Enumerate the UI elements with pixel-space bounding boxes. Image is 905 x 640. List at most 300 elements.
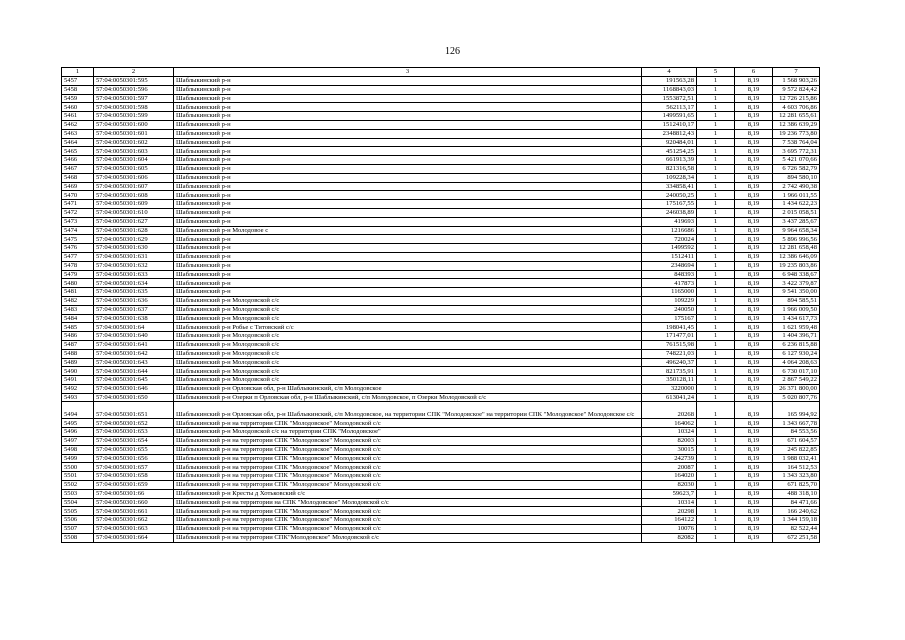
coefficient-cell: 1 bbox=[697, 489, 735, 498]
specific-value-cell: 8,19 bbox=[735, 340, 773, 349]
table-row bbox=[62, 77, 820, 86]
cadastral-number-cell: 57:04:0050301:654 bbox=[94, 437, 174, 446]
coefficient-cell: 1 bbox=[697, 314, 735, 323]
page-number: 126 bbox=[445, 46, 460, 57]
area-value-cell: 334858,41 bbox=[642, 182, 697, 191]
area-value-cell: 109229 bbox=[642, 296, 697, 305]
cadastral-number-cell: 57:04:0050301:595 bbox=[94, 77, 174, 86]
specific-value-cell: 8,19 bbox=[735, 156, 773, 165]
cadastral-number-cell: 57:04:0050301:607 bbox=[94, 182, 174, 191]
cadastral-value-cell: 894 585,51 bbox=[773, 296, 820, 305]
table-row bbox=[62, 164, 820, 173]
row-number-cell: 5502 bbox=[62, 481, 94, 490]
table-row bbox=[62, 279, 820, 288]
cadastral-value-cell: 671 604,57 bbox=[773, 437, 820, 446]
row-number-cell: 5480 bbox=[62, 279, 94, 288]
row-number-cell: 5462 bbox=[62, 120, 94, 129]
coefficient-cell: 1 bbox=[697, 138, 735, 147]
address-cell: Шаблыкинский р-н bbox=[174, 252, 642, 261]
area-value-cell: 821316,58 bbox=[642, 164, 697, 173]
row-number-cell: 5465 bbox=[62, 147, 94, 156]
table-row bbox=[62, 533, 820, 542]
row-number-cell: 5477 bbox=[62, 252, 94, 261]
row-number-cell: 5476 bbox=[62, 244, 94, 253]
specific-value-cell: 8,19 bbox=[735, 120, 773, 129]
column-header: 3 bbox=[174, 68, 642, 77]
cadastral-number-cell: 57:04:0050301:64 bbox=[94, 323, 174, 332]
specific-value-cell: 8,19 bbox=[735, 489, 773, 498]
table-row bbox=[62, 129, 820, 138]
cadastral-number-cell: 57:04:0050301:633 bbox=[94, 270, 174, 279]
specific-value-cell: 8,19 bbox=[735, 481, 773, 490]
specific-value-cell: 8,19 bbox=[735, 323, 773, 332]
address-cell: Шаблыкинский р-н bbox=[174, 261, 642, 270]
address-cell: Шаблыкинский р-н на территории СПК "Молодовское" Молодовской с/с bbox=[174, 507, 642, 516]
area-value-cell: 82030 bbox=[642, 481, 697, 490]
area-value-cell: 82003 bbox=[642, 437, 697, 446]
address-cell: Шаблыкинский р-н Молодовской с/с bbox=[174, 332, 642, 341]
area-value-cell: 1512410,17 bbox=[642, 120, 697, 129]
area-value-cell: 10324 bbox=[642, 428, 697, 437]
row-number-cell: 5474 bbox=[62, 226, 94, 235]
cadastral-number-cell: 57:04:0050301:636 bbox=[94, 296, 174, 305]
address-cell: Шаблыкинский р-н bbox=[174, 279, 642, 288]
coefficient-cell: 1 bbox=[697, 437, 735, 446]
cadastral-number-cell: 57:04:0050301:609 bbox=[94, 200, 174, 209]
cadastral-value-cell: 2 742 490,38 bbox=[773, 182, 820, 191]
area-value-cell: 3220000 bbox=[642, 384, 697, 393]
row-number-cell: 5489 bbox=[62, 358, 94, 367]
cadastral-value-cell: 1 988 032,41 bbox=[773, 454, 820, 463]
table-row bbox=[62, 489, 820, 498]
address-cell: Шаблыкинский р-н на территории на СПК "Молодовское" Молодовской с/с bbox=[174, 498, 642, 507]
specific-value-cell: 8,19 bbox=[735, 288, 773, 297]
address-cell: Шаблыкинский р-н bbox=[174, 156, 642, 165]
cadastral-value-cell: 9 964 658,34 bbox=[773, 226, 820, 235]
row-number-cell: 5491 bbox=[62, 376, 94, 385]
table-row bbox=[62, 305, 820, 314]
specific-value-cell: 8,19 bbox=[735, 182, 773, 191]
coefficient-cell: 1 bbox=[697, 393, 735, 402]
table-row bbox=[62, 472, 820, 481]
area-value-cell: 1168843,03 bbox=[642, 85, 697, 94]
address-cell: Шаблыкинский р-н Робье с Титовский с/с bbox=[174, 323, 642, 332]
specific-value-cell: 8,19 bbox=[735, 208, 773, 217]
specific-value-cell: 8,19 bbox=[735, 103, 773, 112]
row-number-cell: 5500 bbox=[62, 463, 94, 472]
specific-value-cell: 8,19 bbox=[735, 349, 773, 358]
table-row bbox=[62, 208, 820, 217]
address-cell: Шаблыкинский р-н bbox=[174, 270, 642, 279]
address-cell: Шаблыкинский р-н на территории СПК "Молодовское" Молодовской с/с bbox=[174, 463, 642, 472]
cadastral-value-cell: 1 434 617,73 bbox=[773, 314, 820, 323]
coefficient-cell: 1 bbox=[697, 156, 735, 165]
row-number-cell: 5496 bbox=[62, 428, 94, 437]
cadastral-number-cell: 57:04:0050301:599 bbox=[94, 112, 174, 121]
coefficient-cell: 1 bbox=[697, 279, 735, 288]
coefficient-cell: 1 bbox=[697, 94, 735, 103]
specific-value-cell: 8,19 bbox=[735, 235, 773, 244]
area-value-cell: 613041,24 bbox=[642, 393, 697, 402]
specific-value-cell: 8,19 bbox=[735, 376, 773, 385]
specific-value-cell: 8,19 bbox=[735, 261, 773, 270]
cadastral-value-cell: 165 994,92 bbox=[773, 402, 820, 419]
coefficient-cell: 1 bbox=[697, 463, 735, 472]
row-number-cell: 5481 bbox=[62, 288, 94, 297]
table-row bbox=[62, 314, 820, 323]
area-value-cell: 1499591,65 bbox=[642, 112, 697, 121]
specific-value-cell: 8,19 bbox=[735, 138, 773, 147]
cadastral-value-cell: 1 434 622,23 bbox=[773, 200, 820, 209]
specific-value-cell: 8,19 bbox=[735, 191, 773, 200]
area-value-cell: 198041,45 bbox=[642, 323, 697, 332]
coefficient-cell: 1 bbox=[697, 384, 735, 393]
area-value-cell: 175167 bbox=[642, 314, 697, 323]
table-row bbox=[62, 358, 820, 367]
specific-value-cell: 8,19 bbox=[735, 200, 773, 209]
table-row bbox=[62, 376, 820, 385]
coefficient-cell: 1 bbox=[697, 200, 735, 209]
specific-value-cell: 8,19 bbox=[735, 507, 773, 516]
area-value-cell: 451254,25 bbox=[642, 147, 697, 156]
address-cell: Шаблыкинский р-н Кресты д Хотьковский с/с bbox=[174, 489, 642, 498]
cadastral-number-cell: 57:04:0050301:628 bbox=[94, 226, 174, 235]
cadastral-value-cell: 12 281 655,61 bbox=[773, 112, 820, 121]
table-row bbox=[62, 349, 820, 358]
coefficient-cell: 1 bbox=[697, 288, 735, 297]
coefficient-cell: 1 bbox=[697, 481, 735, 490]
cadastral-value-cell: 1 404 396,71 bbox=[773, 332, 820, 341]
cadastral-value-cell: 672 251,58 bbox=[773, 533, 820, 542]
address-cell: Шаблыкинский р-н bbox=[174, 217, 642, 226]
column-header: 4 bbox=[642, 68, 697, 77]
cadastral-value-cell: 1 966 011,55 bbox=[773, 191, 820, 200]
coefficient-cell: 1 bbox=[697, 208, 735, 217]
table-row bbox=[62, 217, 820, 226]
address-cell: Шаблыкинский р-н bbox=[174, 235, 642, 244]
cadastral-value-cell: 2 867 549,22 bbox=[773, 376, 820, 385]
cadastral-value-cell: 1 621 959,48 bbox=[773, 323, 820, 332]
cadastral-value-cell: 245 822,85 bbox=[773, 445, 820, 454]
row-number-cell: 5492 bbox=[62, 384, 94, 393]
specific-value-cell: 8,19 bbox=[735, 226, 773, 235]
area-value-cell: 59623,7 bbox=[642, 489, 697, 498]
table-row bbox=[62, 244, 820, 253]
cadastral-value-cell: 6 236 815,88 bbox=[773, 340, 820, 349]
row-number-cell: 5471 bbox=[62, 200, 94, 209]
area-value-cell: 20298 bbox=[642, 507, 697, 516]
table-row bbox=[62, 445, 820, 454]
table-row bbox=[62, 200, 820, 209]
row-number-cell: 5473 bbox=[62, 217, 94, 226]
address-cell: Шаблыкинский р-н bbox=[174, 244, 642, 253]
cadastral-number-cell: 57:04:0050301:627 bbox=[94, 217, 174, 226]
specific-value-cell: 8,19 bbox=[735, 419, 773, 428]
area-value-cell: 82082 bbox=[642, 533, 697, 542]
specific-value-cell: 8,19 bbox=[735, 85, 773, 94]
coefficient-cell: 1 bbox=[697, 402, 735, 419]
coefficient-cell: 1 bbox=[697, 103, 735, 112]
cadastral-value-cell: 5 421 070,66 bbox=[773, 156, 820, 165]
address-cell: Шаблыкинский р-н Молодовской с/с bbox=[174, 376, 642, 385]
address-cell: Шаблыкинский р-н Молодовской с/с bbox=[174, 305, 642, 314]
table-row bbox=[62, 288, 820, 297]
row-number-cell: 5485 bbox=[62, 323, 94, 332]
cadastral-value-cell: 12 726 215,86 bbox=[773, 94, 820, 103]
row-number-cell: 5498 bbox=[62, 445, 94, 454]
row-number-cell: 5497 bbox=[62, 437, 94, 446]
specific-value-cell: 8,19 bbox=[735, 393, 773, 402]
cadastral-number-cell: 57:04:0050301:655 bbox=[94, 445, 174, 454]
cadastral-number-cell: 57:04:0050301:640 bbox=[94, 332, 174, 341]
area-value-cell: 1553872,51 bbox=[642, 94, 697, 103]
cadastral-number-cell: 57:04:0050301:608 bbox=[94, 191, 174, 200]
cadastral-number-cell: 57:04:0050301:658 bbox=[94, 472, 174, 481]
row-number-cell: 5495 bbox=[62, 419, 94, 428]
area-value-cell: 191563,28 bbox=[642, 77, 697, 86]
cadastral-value-cell: 2 015 058,51 bbox=[773, 208, 820, 217]
table-row bbox=[62, 226, 820, 235]
address-cell: Шаблыкинский р-н bbox=[174, 94, 642, 103]
table-row bbox=[62, 235, 820, 244]
coefficient-cell: 1 bbox=[697, 340, 735, 349]
specific-value-cell: 8,19 bbox=[735, 296, 773, 305]
specific-value-cell: 8,19 bbox=[735, 279, 773, 288]
cadastral-number-cell: 57:04:0050301:603 bbox=[94, 147, 174, 156]
coefficient-cell: 1 bbox=[697, 367, 735, 376]
table-row bbox=[62, 454, 820, 463]
cadastral-number-cell: 57:04:0050301:660 bbox=[94, 498, 174, 507]
coefficient-cell: 1 bbox=[697, 252, 735, 261]
row-number-cell: 5464 bbox=[62, 138, 94, 147]
table-row bbox=[62, 94, 820, 103]
area-value-cell: 171477,01 bbox=[642, 332, 697, 341]
coefficient-cell: 1 bbox=[697, 507, 735, 516]
specific-value-cell: 8,19 bbox=[735, 173, 773, 182]
specific-value-cell: 8,19 bbox=[735, 77, 773, 86]
area-value-cell: 30015 bbox=[642, 445, 697, 454]
cadastral-number-cell: 57:04:0050301:634 bbox=[94, 279, 174, 288]
cadastral-value-cell: 7 538 764,04 bbox=[773, 138, 820, 147]
area-value-cell: 720024 bbox=[642, 235, 697, 244]
area-value-cell: 821735,91 bbox=[642, 367, 697, 376]
area-value-cell: 761515,98 bbox=[642, 340, 697, 349]
specific-value-cell: 8,19 bbox=[735, 428, 773, 437]
row-number-cell: 5499 bbox=[62, 454, 94, 463]
cadastral-value-cell: 6 730 017,10 bbox=[773, 367, 820, 376]
row-number-cell: 5475 bbox=[62, 235, 94, 244]
table-row bbox=[62, 340, 820, 349]
coefficient-cell: 1 bbox=[697, 454, 735, 463]
area-value-cell: 242739 bbox=[642, 454, 697, 463]
cadastral-number-cell: 57:04:0050301:600 bbox=[94, 120, 174, 129]
area-value-cell: 2348812,43 bbox=[642, 129, 697, 138]
address-cell: Шаблыкинский р-н Орловская обл, р-н Шаблыкинский, с/п Молодовское bbox=[174, 384, 642, 393]
address-cell: Шаблыкинский р-н на территории СПК "Молодовское" Молодовской с/с bbox=[174, 481, 642, 490]
cadastral-number-cell: 57:04:0050301:659 bbox=[94, 481, 174, 490]
coefficient-cell: 1 bbox=[697, 112, 735, 121]
area-value-cell: 748221,03 bbox=[642, 349, 697, 358]
row-number-cell: 5486 bbox=[62, 332, 94, 341]
specific-value-cell: 8,19 bbox=[735, 358, 773, 367]
area-value-cell: 246038,89 bbox=[642, 208, 697, 217]
area-value-cell: 920484,01 bbox=[642, 138, 697, 147]
table-row bbox=[62, 261, 820, 270]
area-value-cell: 1216686 bbox=[642, 226, 697, 235]
address-cell: Шаблыкинский р-н на территории СПК "Молодовское" Молодовской с/с bbox=[174, 445, 642, 454]
area-value-cell: 175167,55 bbox=[642, 200, 697, 209]
cadastral-number-cell: 57:04:0050301:661 bbox=[94, 507, 174, 516]
table-row bbox=[62, 112, 820, 121]
cadastral-number-cell: 57:04:0050301:632 bbox=[94, 261, 174, 270]
address-cell: Шаблыкинский р-н bbox=[174, 208, 642, 217]
row-number-cell: 5508 bbox=[62, 533, 94, 542]
cadastral-value-cell: 26 371 800,00 bbox=[773, 384, 820, 393]
address-cell: Шаблыкинский р-н на территории СПК"Молодовское" Молодовской с/с bbox=[174, 533, 642, 542]
address-cell: Шаблыкинский р-н bbox=[174, 182, 642, 191]
address-cell: Шаблыкинский р-н bbox=[174, 138, 642, 147]
table-row bbox=[62, 384, 820, 393]
area-value-cell: 2348694 bbox=[642, 261, 697, 270]
cadastral-number-cell: 57:04:0050301:650 bbox=[94, 393, 174, 402]
row-number-cell: 5469 bbox=[62, 182, 94, 191]
cadastral-value-cell: 19 235 803,86 bbox=[773, 261, 820, 270]
cadastral-value-cell: 5 896 996,56 bbox=[773, 235, 820, 244]
cadastral-number-cell: 57:04:0050301:610 bbox=[94, 208, 174, 217]
coefficient-cell: 1 bbox=[697, 296, 735, 305]
coefficient-cell: 1 bbox=[697, 358, 735, 367]
specific-value-cell: 8,19 bbox=[735, 332, 773, 341]
cadastral-value-cell: 12 386 646,09 bbox=[773, 252, 820, 261]
cadastral-number-cell: 57:04:0050301:606 bbox=[94, 173, 174, 182]
specific-value-cell: 8,19 bbox=[735, 164, 773, 173]
address-cell: Шаблыкинский р-н bbox=[174, 120, 642, 129]
row-number-cell: 5479 bbox=[62, 270, 94, 279]
cadastral-value-cell: 894 580,10 bbox=[773, 173, 820, 182]
cadastral-number-cell: 57:04:0050301:643 bbox=[94, 358, 174, 367]
row-number-cell: 5463 bbox=[62, 129, 94, 138]
table-row bbox=[62, 156, 820, 165]
coefficient-cell: 1 bbox=[697, 525, 735, 534]
row-number-cell: 5468 bbox=[62, 173, 94, 182]
address-cell: Шаблыкинский р-н bbox=[174, 85, 642, 94]
cadastral-value-cell: 166 240,62 bbox=[773, 507, 820, 516]
cadastral-number-cell: 57:04:0050301:662 bbox=[94, 516, 174, 525]
area-value-cell: 20087 bbox=[642, 463, 697, 472]
specific-value-cell: 8,19 bbox=[735, 516, 773, 525]
cadastral-number-cell: 57:04:0050301:652 bbox=[94, 419, 174, 428]
address-cell: Шаблыкинский р-н на территории СПК "Молодовское" Молодовской с/с bbox=[174, 472, 642, 481]
column-header: 6 bbox=[735, 68, 773, 77]
table-row bbox=[62, 252, 820, 261]
coefficient-cell: 1 bbox=[697, 191, 735, 200]
cadastral-number-cell: 57:04:0050301:653 bbox=[94, 428, 174, 437]
cadastral-number-cell: 57:04:0050301:657 bbox=[94, 463, 174, 472]
specific-value-cell: 8,19 bbox=[735, 533, 773, 542]
cadastral-number-cell: 57:04:0050301:638 bbox=[94, 314, 174, 323]
column-header: 5 bbox=[697, 68, 735, 77]
row-number-cell: 5490 bbox=[62, 367, 94, 376]
address-cell: Шаблыкинский р-н на территории СПК "Молодовское" Молодовской с/с bbox=[174, 437, 642, 446]
row-number-cell: 5501 bbox=[62, 472, 94, 481]
table-row bbox=[62, 173, 820, 182]
column-header: 2 bbox=[94, 68, 174, 77]
table-row bbox=[62, 402, 820, 419]
cadastral-number-cell: 57:04:0050301:598 bbox=[94, 103, 174, 112]
coefficient-cell: 1 bbox=[697, 147, 735, 156]
cadastral-value-cell: 1 343 667,78 bbox=[773, 419, 820, 428]
cadastral-number-cell: 57:04:0050301:641 bbox=[94, 340, 174, 349]
specific-value-cell: 8,19 bbox=[735, 402, 773, 419]
coefficient-cell: 1 bbox=[697, 332, 735, 341]
specific-value-cell: 8,19 bbox=[735, 217, 773, 226]
area-value-cell: 496240,37 bbox=[642, 358, 697, 367]
row-number-cell: 5459 bbox=[62, 94, 94, 103]
address-cell: Шаблыкинский р-н bbox=[174, 103, 642, 112]
address-cell: Шаблыкинский р-н bbox=[174, 77, 642, 86]
cadastral-number-cell: 57:04:0050301:604 bbox=[94, 156, 174, 165]
coefficient-cell: 1 bbox=[697, 270, 735, 279]
area-value-cell: 164020 bbox=[642, 472, 697, 481]
area-value-cell: 10076 bbox=[642, 525, 697, 534]
row-number-cell: 5488 bbox=[62, 349, 94, 358]
cadastral-number-cell: 57:04:0050301:651 bbox=[94, 402, 174, 419]
address-cell: Шаблыкинский р-н bbox=[174, 164, 642, 173]
specific-value-cell: 8,19 bbox=[735, 94, 773, 103]
cadastral-value-cell: 84 471,66 bbox=[773, 498, 820, 507]
cadastral-number-cell: 57:04:0050301:629 bbox=[94, 235, 174, 244]
coefficient-cell: 1 bbox=[697, 323, 735, 332]
area-value-cell: 10314 bbox=[642, 498, 697, 507]
specific-value-cell: 8,19 bbox=[735, 270, 773, 279]
row-number-cell: 5482 bbox=[62, 296, 94, 305]
table-row bbox=[62, 437, 820, 446]
area-value-cell: 350128,11 bbox=[642, 376, 697, 385]
coefficient-cell: 1 bbox=[697, 376, 735, 385]
column-header: 7 bbox=[773, 68, 820, 77]
coefficient-cell: 1 bbox=[697, 305, 735, 314]
cadastral-value-table bbox=[61, 67, 820, 543]
table-row bbox=[62, 498, 820, 507]
address-cell: Шаблыкинский р-н Молодовской с/с bbox=[174, 367, 642, 376]
table-row bbox=[62, 323, 820, 332]
cadastral-value-cell: 5 020 807,76 bbox=[773, 393, 820, 402]
coefficient-cell: 1 bbox=[697, 498, 735, 507]
cadastral-value-cell: 6 127 930,24 bbox=[773, 349, 820, 358]
column-number-header-row bbox=[62, 68, 820, 77]
cadastral-value-cell: 4 603 706,86 bbox=[773, 103, 820, 112]
address-cell: Шаблыкинский р-н на территории СПК "Молодовское" Молодовской с/с bbox=[174, 419, 642, 428]
area-value-cell: 109228,34 bbox=[642, 173, 697, 182]
cadastral-number-cell: 57:04:0050301:656 bbox=[94, 454, 174, 463]
specific-value-cell: 8,19 bbox=[735, 112, 773, 121]
table-row bbox=[62, 481, 820, 490]
coefficient-cell: 1 bbox=[697, 516, 735, 525]
cadastral-value-cell: 19 236 773,80 bbox=[773, 129, 820, 138]
cadastral-value-cell: 12 281 658,48 bbox=[773, 244, 820, 253]
row-number-cell: 5467 bbox=[62, 164, 94, 173]
address-cell: Шаблыкинский р-н Молодовской с/с bbox=[174, 314, 642, 323]
specific-value-cell: 8,19 bbox=[735, 498, 773, 507]
specific-value-cell: 8,19 bbox=[735, 463, 773, 472]
coefficient-cell: 1 bbox=[697, 129, 735, 138]
table-row bbox=[62, 103, 820, 112]
row-number-cell: 5503 bbox=[62, 489, 94, 498]
specific-value-cell: 8,19 bbox=[735, 305, 773, 314]
coefficient-cell: 1 bbox=[697, 428, 735, 437]
address-cell: Шаблыкинский р-н Молодовской с/с bbox=[174, 349, 642, 358]
cadastral-value-cell: 3 695 772,31 bbox=[773, 147, 820, 156]
